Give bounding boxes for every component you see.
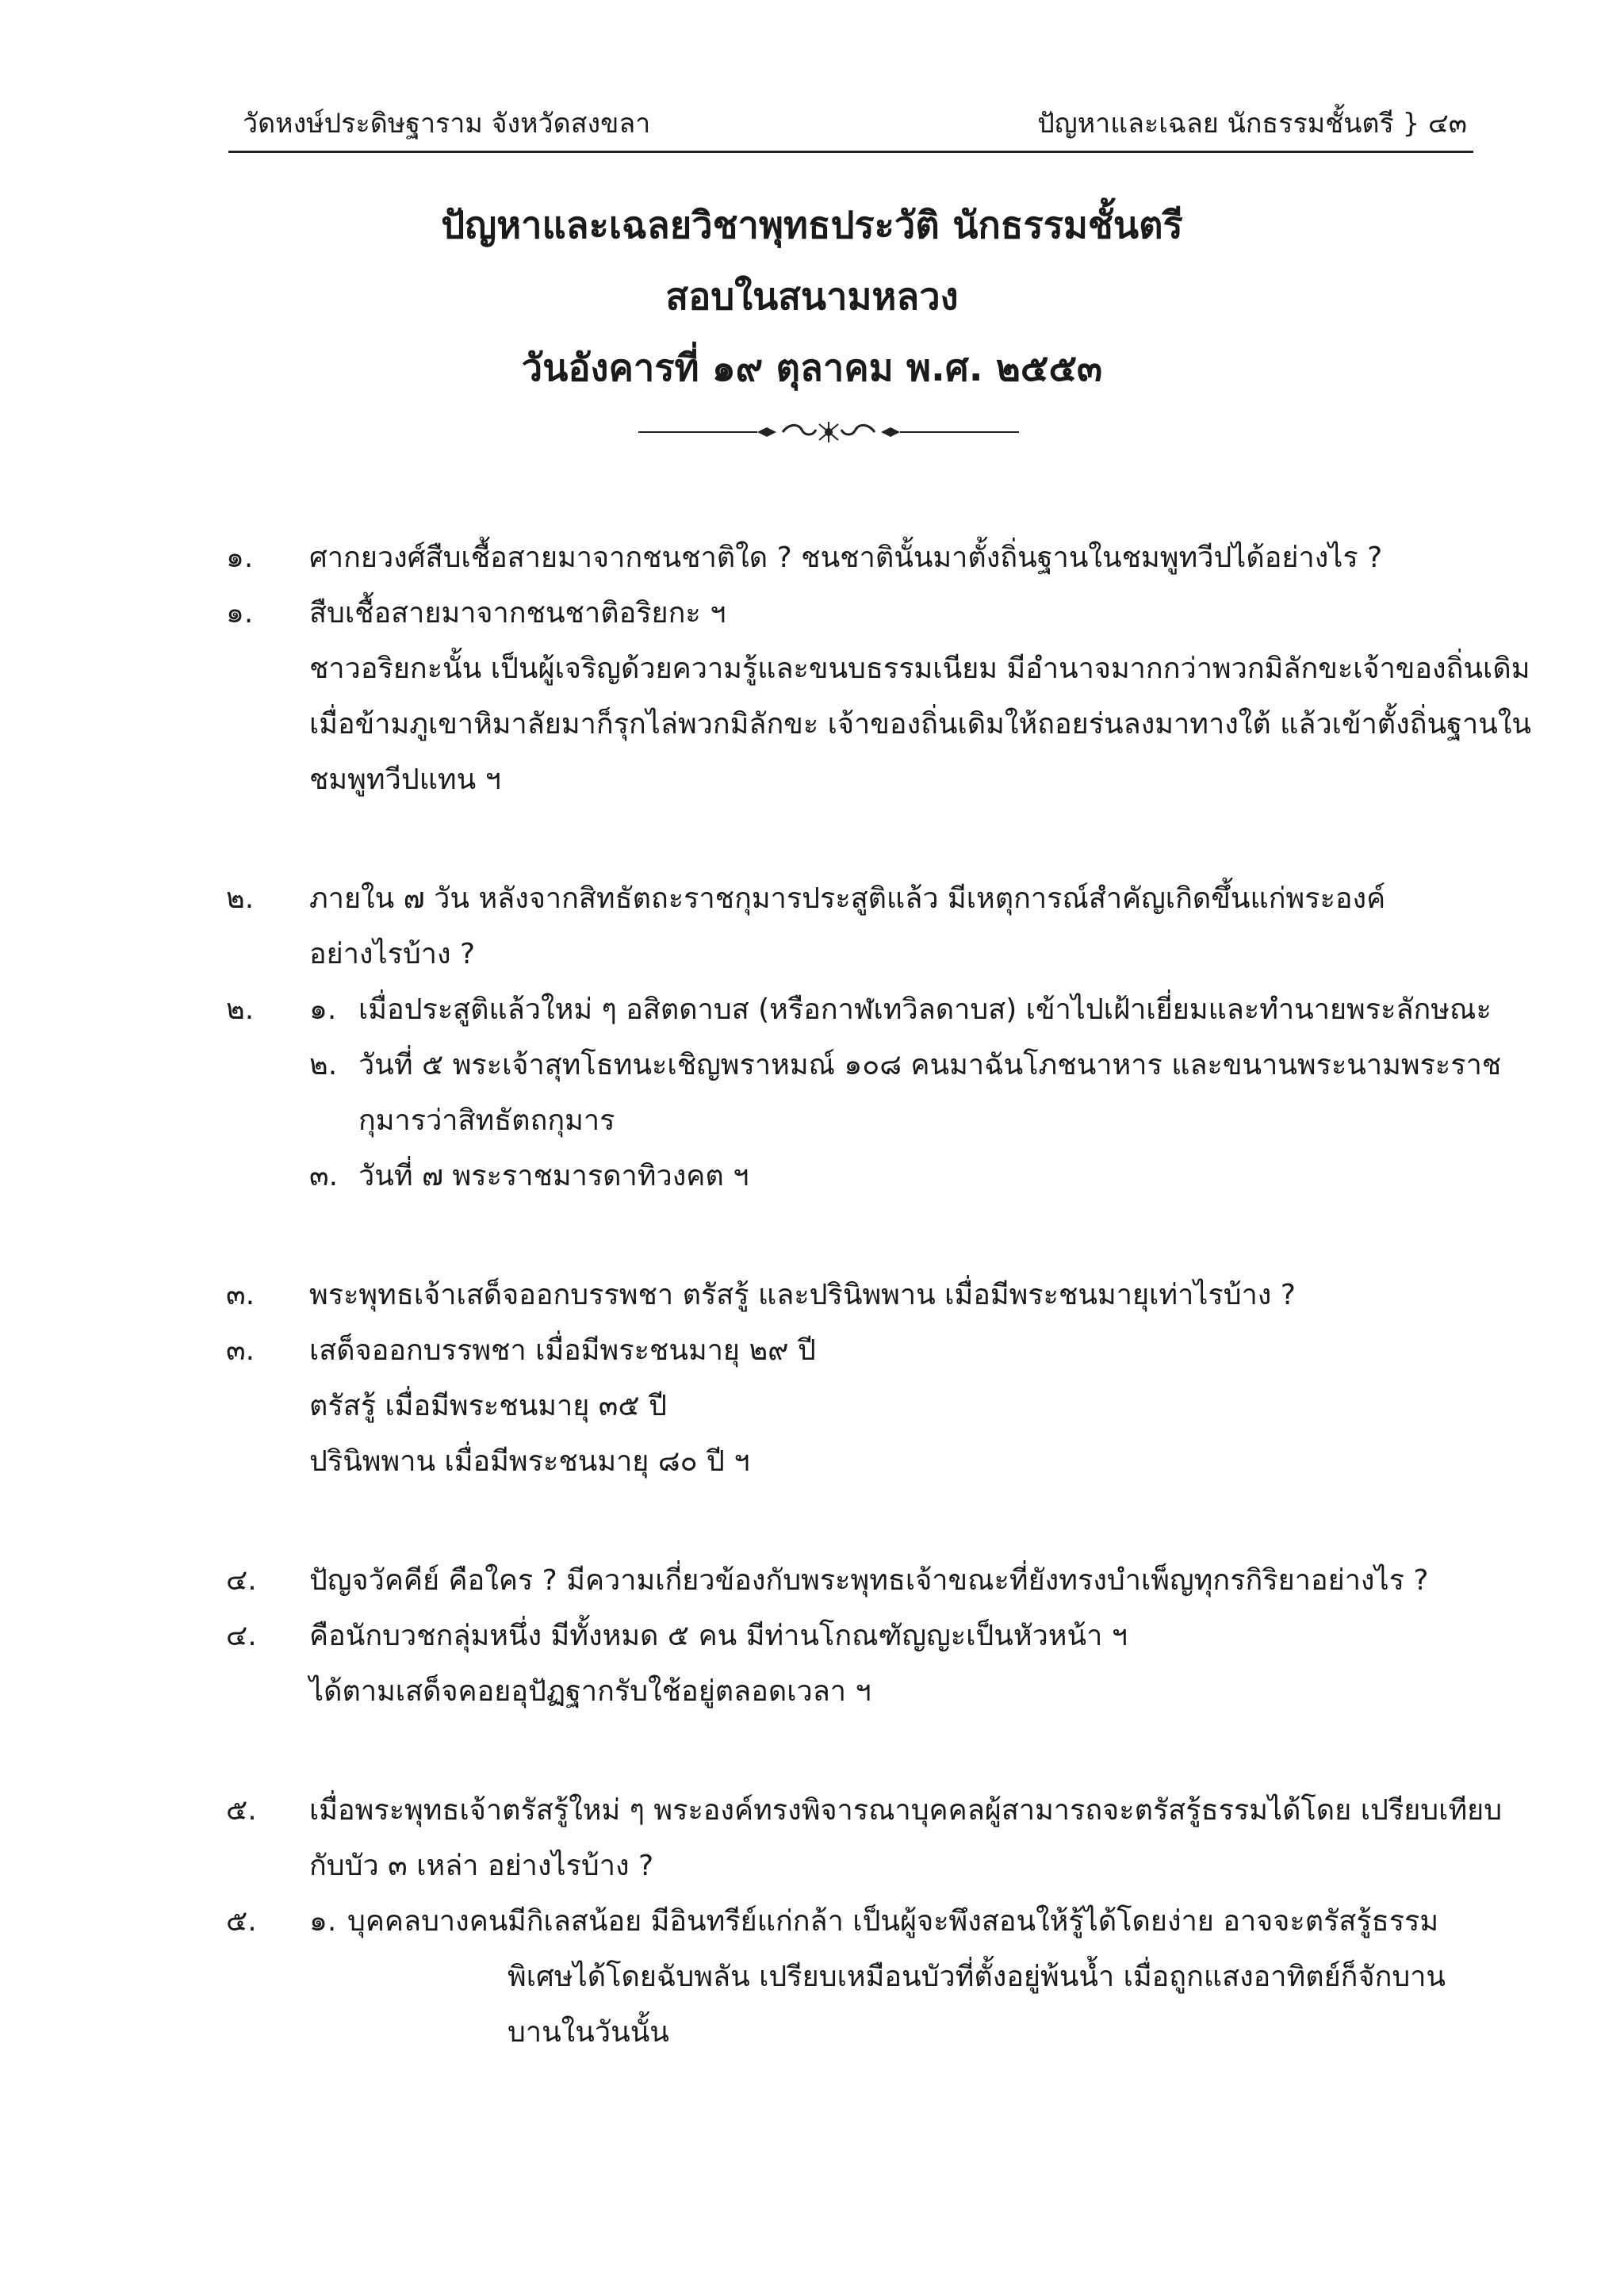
item-label: บุคคลบางคน [347, 1905, 508, 1938]
question-text: อย่างไรบ้าง ? [309, 938, 476, 970]
answer-text: เมื่อข้ามภูเขาหิมาลัยมาก็รุกไล่พวกมิลักขะ เจ้าของถิ่นเดิมให้ถอยร่นลงมาทางใต้ แล้วเข้าตั้งถิ่นฐานใน [309, 708, 1532, 740]
item-text: บานในวันนั้น [508, 2016, 669, 2049]
item-number: ๒. [309, 1049, 338, 1081]
item-number: ๑. [309, 1905, 337, 1938]
item-text: มีกิเลสน้อย มีอินทรีย์แก่กล้า เป็นผู้จะพึงสอนให้รู้ได้โดยง่าย อาจจะตรัสรู้ธรรม [508, 1905, 1439, 1938]
item-number: ๑. [309, 993, 337, 1026]
answer-text: ชาวอริยกะนั้น เป็นผู้เจริญด้วยความรู้และขนบธรรมเนียม มีอำนาจมากกว่าพวกมิลักขะเจ้าของถิ่นเดิม [309, 652, 1530, 685]
item-number: ๓. [309, 1160, 339, 1192]
answer-text: สืบเชื้อสายมาจากชนชาติอริยกะ ฯ [309, 597, 726, 629]
question-text: ภายใน ๗ วัน หลังจากสิทธัตถะราชกุมารประสูติแล้ว มีเหตุการณ์สำคัญเกิดขึ้นแก่พระองค์ [309, 882, 1386, 915]
question-number: ๔. [226, 1564, 257, 1597]
answer-number: ๒. [226, 993, 255, 1026]
item-text: วันที่ ๗ พระราชมารดาทิวงคต ฯ [358, 1160, 749, 1192]
header-page-label: ปัญหาและเฉลย นักธรรมชั้นตรี } ๔๓ [1037, 108, 1467, 140]
item-text: พิเศษได้โดยฉับพลัน เปรียบเหมือนบัวที่ตั้งอยู่พ้นน้ำ เมื่อถูกแสงอาทิตย์ก็จักบาน [508, 1961, 1446, 1993]
running-header [228, 103, 1473, 153]
answer-number: ๓. [226, 1334, 255, 1367]
question-number: ๒. [226, 882, 255, 915]
answer-text: คือนักบวชกลุ่มหนึ่ง มีทั้งหมด ๕ คน มีท่านโกณฑัญญะเป็นหัวหน้า ฯ [309, 1620, 1128, 1652]
answer-text: ชมพูทวีปแทน ฯ [309, 763, 501, 796]
question-text: กับบัว ๓ เหล่า อย่างไรบ้าง ? [309, 1850, 654, 1882]
item-text: กุมารว่าสิทธัตถกุมาร [358, 1104, 615, 1137]
question-number: ๑. [226, 541, 254, 574]
answer-text: ปรินิพพาน เมื่อมีพระชนมายุ ๘๐ ปี ฯ [309, 1445, 750, 1478]
item-text: วันที่ ๕ พระเจ้าสุทโธทนะเชิญพราหมณ์ ๑๐๘ คนมาฉันโภชนาหาร และขนานพระนามพระราช [358, 1049, 1502, 1081]
answer-text: ตรัสรู้ เมื่อมีพระชนมายุ ๓๕ ปี [309, 1390, 667, 1422]
question-text: ปัญจวัคคีย์ คือใคร ? มีความเกี่ยวข้องกับพระพุทธเจ้าขณะที่ยังทรงบำเพ็ญทุกรกิริยาอย่างไร ? [309, 1564, 1429, 1597]
answer-number: ๑. [226, 597, 254, 629]
header-temple-name: วัดหงษ์ประดิษฐาราม จังหวัดสงขลา [243, 108, 651, 140]
exam-date: วันอังคารที่ ๑๙ ตุลาคม พ.ศ. ๒๕๕๓ [521, 346, 1103, 390]
question-number: ๕. [226, 1794, 257, 1827]
question-text: เมื่อพระพุทธเจ้าตรัสรู้ใหม่ ๆ พระองค์ทรงพิจารณาบุคคลผู้สามารถจะตรัสรู้ธรรมได้โดย เปรียบเทียบ [309, 1794, 1503, 1827]
page-title: ปัญหาและเฉลยวิชาพุทธประวัติ นักธรรมชั้นตรี [441, 204, 1183, 247]
answer-text: ได้ตามเสด็จคอยอุปัฏฐากรับใช้อยู่ตลอดเวลา ฯ [309, 1675, 871, 1708]
answer-number: ๕. [226, 1905, 257, 1938]
ornament-divider [638, 420, 1019, 444]
question-text: ศากยวงศ์สืบเชื้อสายมาจากชนชาติใด ? ชนชาตินั้นมาตั้งถิ่นฐานในชมพูทวีปได้อย่างไร ? [309, 541, 1383, 574]
answer-text: เสด็จออกบรรพชา เมื่อมีพระชนมายุ ๒๙ ปี [309, 1334, 816, 1367]
question-number: ๓. [226, 1279, 255, 1311]
page-subtitle: สอบในสนามหลวง [665, 275, 959, 319]
question-text: พระพุทธเจ้าเสด็จออกบรรพชา ตรัสรู้ และปรินิพพาน เมื่อมีพระชนมายุเท่าไรบ้าง ? [309, 1279, 1296, 1311]
answer-number: ๔. [226, 1620, 257, 1652]
item-text: เมื่อประสูติแล้วใหม่ ๆ อสิตดาบส (หรือกาฬเทวิลดาบส) เข้าไปเฝ้าเยี่ยมและทำนายพระลักษณะ [358, 993, 1492, 1026]
title-block [0, 202, 1624, 416]
